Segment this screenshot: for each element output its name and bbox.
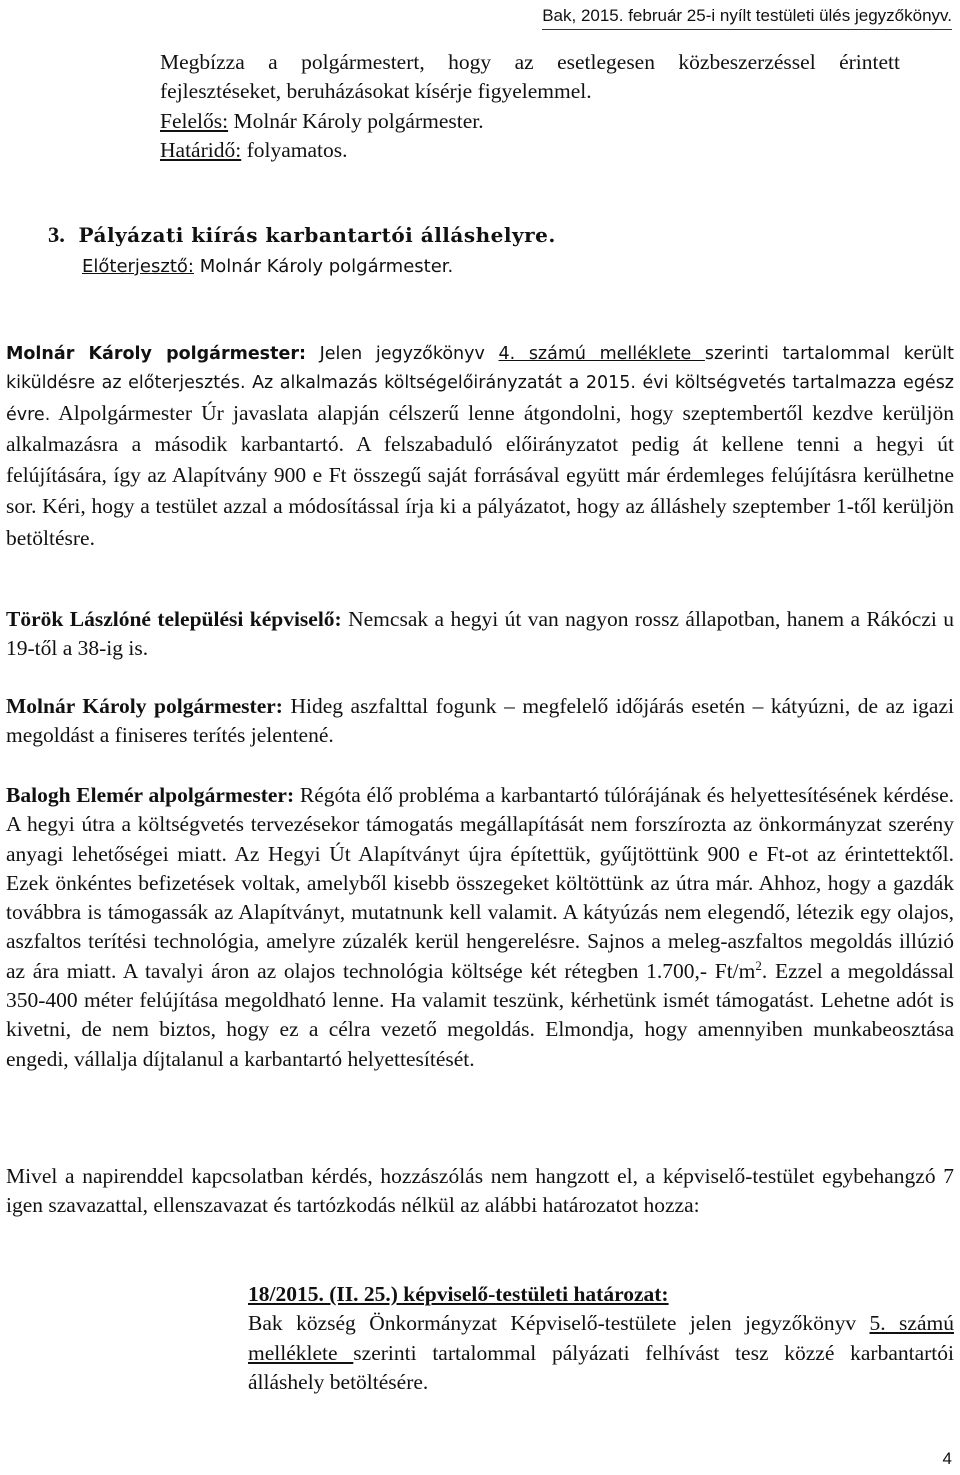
speaker-3: Molnár Károly polgármester: [6,694,283,718]
presenter-label: Előterjesztő: [82,256,194,277]
deadline-label: Határidő: [160,137,242,162]
speaker-4: Balogh Elemér alpolgármester: [6,783,295,807]
agenda-title [48,222,556,248]
paragraph-2 [6,605,954,664]
resolution-text-b: szerinti tartalommal pályázati felhívást tesz közzé karbantartói álláshely betöltésére. [248,1340,954,1394]
attachment-link-4: 4. számú melléklete [498,344,705,364]
paragraph-4 [6,781,954,1074]
top-block [160,48,900,165]
attachment-link-5: 5. számú melléklete [248,1311,954,1365]
agenda-presenter [82,256,453,277]
paragraph-5: Mivel a napirenddel kapcsolatban kérdés, hozzászólás nem hangzott el, a képviselő-testület egybehangzó 7 igen szavazattal, ellenszavazat és tartózkodás nélkül az alábbi határozatot hozza: [6,1164,954,1218]
paragraph-1 [6,340,954,555]
top-block-text: Megbízza a polgármestert, hogy az esetlegesen közbeszerzéssel érintett fejlesztéseket, beruházásokat kísérje figyelemmel. [160,50,900,104]
speaker-1: Molnár Károly polgármester: [6,344,306,364]
p4-text-a: Régóta élő probléma a karbantartó túlórájának és helyettesítésének kérdése. A hegyi útra a költségvetés tervezésekor támogatás megállapítását nem forszírozta az önkormányzat szerény anyagi lehetőségei miatt. Az Hegyi Út Alapítványt újra építettük, gyűjtöttünk 900 e Ft-ot az érintettektől. Ezek önkéntes befizetések voltak, amelyből kisebb összegeket költöttünk az útra már. Ahhoz, hogy a gazdák továbbra is támogassák az Alapítványt, mutatnunk kell valamit. A kátyúzás nem elegendő, létezik egy olajos, aszfaltos terítési technológia, amelyre zúzalék kerül hengerelésre. Sajnos a meleg-aszfaltos megoldás illúzió az ára miatt. A tavalyi áron az olajos technológia költsége két rétegben 1.700,- Ft/m [6,783,954,983]
deadline-value: folyamatos. [241,137,348,162]
p3-text: Hideg aszfalttal fogunk – megfelelő időjárás esetén – kátyúzni, de az igazi megoldást a finiseres terítés jelentené. [6,694,954,748]
resolution-text-a: Bak község Önkormányzat Képviselő-testülete jelen jegyzőkönyv [248,1311,870,1336]
responsible-value: Molnár Károly polgármester. [228,108,484,133]
resolution-title: 18/2015. (II. 25.) képviselő-testületi határozat: [248,1282,669,1306]
p4-text-b: . Ezzel a megoldással 350-400 méter felújítása megoldható lenne. Ha valamit teszünk, kérhetünk ismét támogatást. Lehetne adót is kivetni, de nem biztos, hogy ez a célra vezető megoldás. Elmondja, hogy amennyiben munkabeosztása engedi, vállalja díjtalanul a karbantartó helyettesítését. [6,958,954,1071]
paragraph-3 [6,692,954,751]
responsible-label: Felelős: [160,108,229,133]
presenter-value: Molnár Károly polgármester. [193,256,454,277]
agenda-number: 3. [48,222,65,247]
resolution-block [248,1280,954,1397]
p1-text-c: Alpolgármester Úr javaslata alapján célszerű lenne átgondolni, hogy szeptembertől kezdve kerüljön alkalmazásra a második karbantartó. A felszabaduló előirányzatot pedig át kellene tenni a hegyi út felújítására, így az Alapítvány 900 e Ft összegű saját forrásával együtt már érdemleges felújításra kerülhetne sor. Kéri, hogy a testület azzal a módosítással írja ki a pályázatot, hogy az álláshely szeptember 1-től kerüljön betöltésre. [6,400,954,550]
resolution-text [248,1309,954,1397]
speaker-2: Török Lászlóné települési képviselő: [6,607,342,631]
p1-text-b: szerinti tartalommal került kiküldésre az előterjesztés. Az alkalmazás költségelőirányzatát a 2015. évi költségvetés tartalmazza egész évre. [6,344,955,425]
p2-text: Nemcsak a hegyi út van nagyon rossz állapotban, hanem a Rákóczi u 19-től a 38-ig is. [6,607,954,661]
page-header: Bak, 2015. február 25-i nyílt testületi ülés jegyzőkönyv. [542,6,952,30]
deadline-line [160,136,900,165]
p1-text-a: Jelen jegyzőkönyv [305,344,499,364]
responsible-line [160,107,900,136]
unit-superscript: 2 [755,957,762,973]
page-number: 4 [942,1449,952,1468]
agenda-title-text: Pályázati kiírás karbantartói álláshelyre. [78,223,556,247]
